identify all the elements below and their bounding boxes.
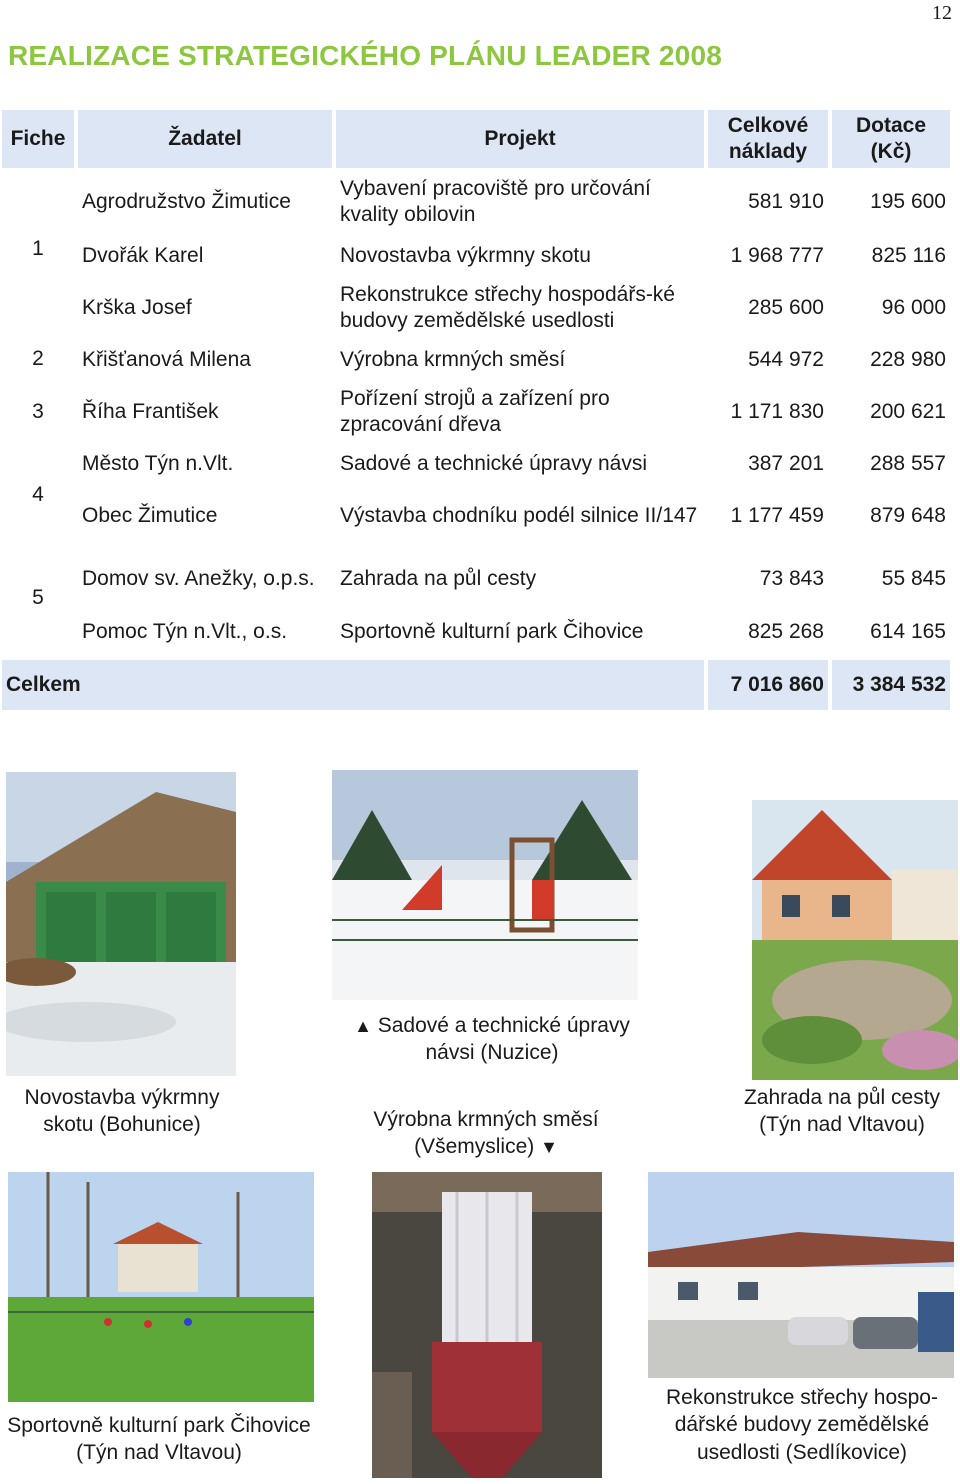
table-cell-dotace: 195 600 [870, 189, 946, 213]
fiche-label: 1 [32, 236, 44, 260]
table-cell-naklady: 825 268 [748, 619, 824, 643]
table-cell-naklady: 285 600 [748, 295, 824, 319]
photo-feed-mill-vsemyslice [372, 1172, 602, 1478]
total-dotace: 3 384 532 [832, 660, 950, 710]
table-cell-dotace: 96 000 [881, 295, 946, 319]
table-cell-dotace: 228 980 [870, 347, 946, 371]
table-cell-dotace: 200 621 [870, 399, 946, 423]
header-naklady: Celkové náklady [708, 110, 828, 168]
caption-bohunice: Novostavba výkrmny skotu (Bohunice) [24, 1086, 220, 1137]
caption-vsemyslice-block [356, 1106, 616, 1161]
fiche-label: 5 [32, 585, 44, 609]
table-cell-dotace: 614 165 [870, 619, 946, 643]
table-cell-dotace: 288 557 [870, 451, 946, 475]
photo-playground-nuzice [332, 770, 638, 1000]
table-cell-projekt: Sadové a technické úpravy návsi [340, 451, 648, 475]
table-cell-naklady: 73 843 [759, 566, 824, 590]
caption-vsemyslice: Výrobna krmných směsí (Všemyslice) [373, 1108, 599, 1159]
table-cell-zadatel: Obec Žimutice [82, 503, 218, 527]
table-cell-projekt: Zahrada na půl cesty [340, 566, 537, 590]
table-cell-zadatel: Krška Josef [82, 295, 192, 319]
table-cell-projekt: Rekonstrukce střechy hospodářs-ké budovy zemědělské usedlosti [340, 282, 675, 332]
table-cell-zadatel: Říha František [82, 399, 219, 423]
table-cell-projekt: Výstavba chodníku podél silnice II/147 [340, 503, 698, 527]
page-number: 12 [932, 2, 952, 24]
table-cell-dotace: 879 648 [870, 503, 946, 527]
caption-nuzice: Sadové a technické úpravy návsi (Nuzice) [377, 1014, 630, 1065]
table-cell-projekt: Vybavení pracoviště pro určování kvality obilovin [340, 176, 651, 226]
table-cell-zadatel: Domov sv. Anežky, o.p.s. [82, 566, 315, 590]
photo-barn-bohunice [6, 772, 236, 1076]
table-cell-projekt: Výrobna krmných směsí [340, 347, 566, 371]
caption-sedlikovice: Rekonstrukce střechy hospo-dářské budovy zemědělské usedlosti (Sedlíkovice) [666, 1386, 938, 1464]
page-title: REALIZACE STRATEGICKÉHO PLÁNU LEADER 2008 [8, 40, 722, 71]
photo-farm-sedlikovice [648, 1172, 954, 1378]
total-naklady: 7 016 860 [708, 660, 828, 710]
table-cell-naklady: 1 171 830 [730, 399, 824, 423]
table-cell-naklady: 1 177 459 [730, 503, 824, 527]
header-dotace: Dotace (Kč) [832, 110, 950, 168]
caption-cihovice: Sportovně kulturní park Čihovice (Týn nad Vltavou) [7, 1414, 311, 1465]
table-cell-naklady: 387 201 [748, 451, 824, 475]
table-cell-zadatel: Pomoc Týn n.Vlt., o.s. [82, 619, 288, 643]
caption-nuzice-block [352, 1012, 632, 1067]
photo-garden-tyn [752, 800, 958, 1080]
table-cell-naklady: 1 968 777 [730, 243, 824, 267]
fiche-label: 3 [32, 399, 44, 423]
header-fiche: Fiche [2, 110, 74, 168]
table-cell-dotace: 825 116 [871, 243, 946, 267]
table-cell-zadatel: Město Týn n.Vlt. [82, 451, 234, 475]
table-cell-naklady: 544 972 [748, 347, 824, 371]
projects-table [2, 110, 950, 710]
table-cell-projekt: Novostavba výkrmny skotu [340, 243, 591, 267]
total-label: Celkem [2, 660, 704, 710]
table-cell-dotace: 55 845 [881, 566, 946, 590]
table-cell-zadatel: Křišťanová Milena [82, 347, 251, 371]
header-zadatel: Žadatel [78, 110, 332, 168]
triangle-up-icon: ▲ [354, 1016, 372, 1036]
photo-sports-park-cihovice [8, 1172, 314, 1402]
triangle-down-icon: ▼ [540, 1137, 558, 1158]
fiche-label: 2 [32, 346, 44, 370]
table-cell-zadatel: Dvořák Karel [82, 243, 204, 267]
header-projekt: Projekt [336, 110, 704, 168]
table-cell-projekt: Sportovně kulturní park Čihovice [340, 619, 644, 643]
table-cell-projekt: Pořízení strojů a zařízení pro zpracování dřeva [340, 386, 610, 436]
caption-tyn: Zahrada na půl cesty (Týn nad Vltavou) [743, 1086, 941, 1137]
table-cell-naklady: 581 910 [748, 189, 824, 213]
table-cell-zadatel: Agrodružstvo Žimutice [82, 189, 291, 213]
fiche-label: 4 [32, 482, 44, 506]
